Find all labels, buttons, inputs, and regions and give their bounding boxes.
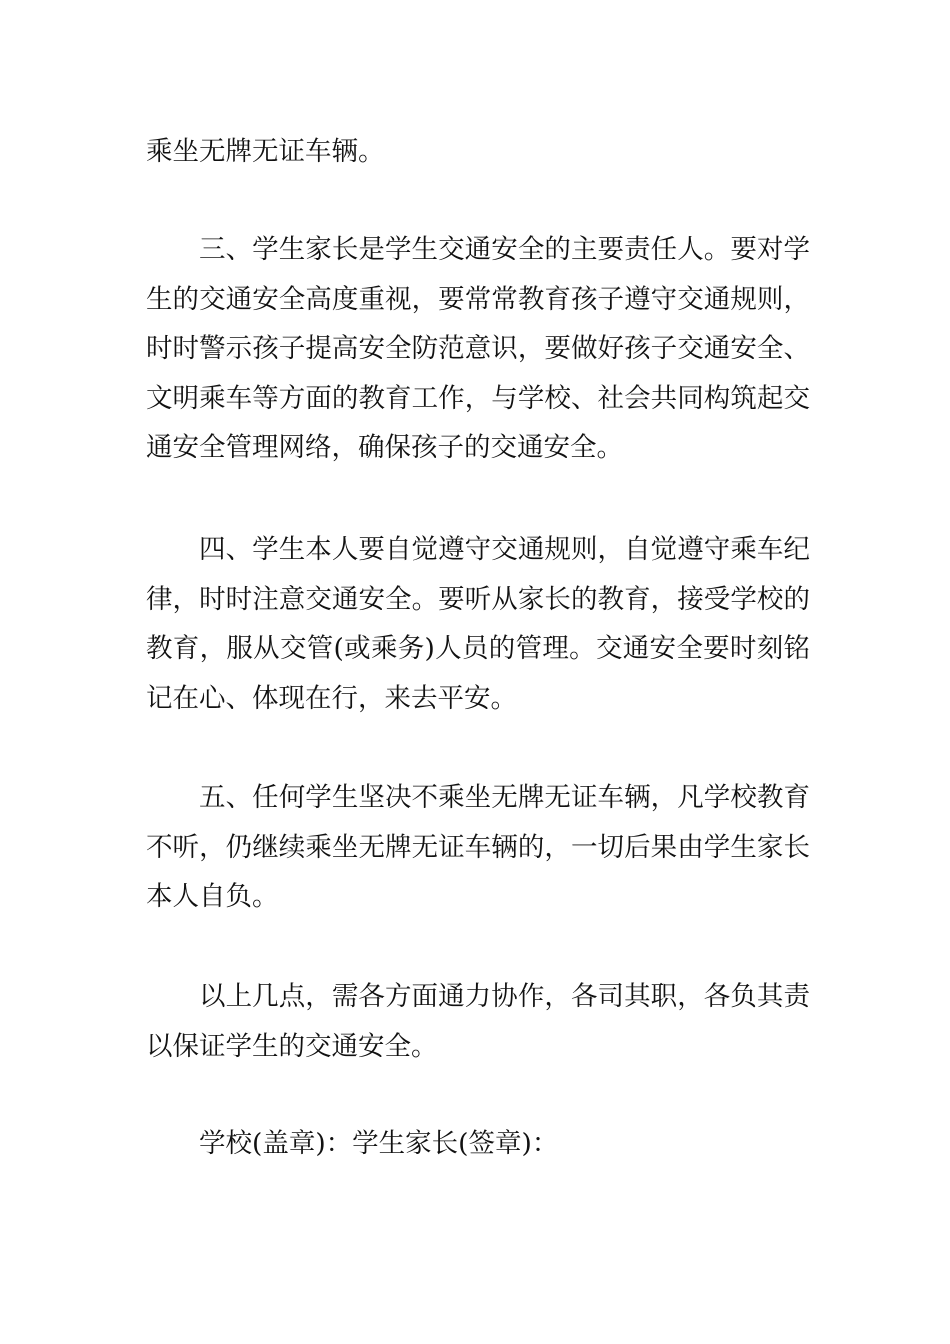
paragraph-parent-responsibility: 三、学生家长是学生交通安全的主要责任人。要对学生的交通安全高度重视，要常常教育孩子遵守交通规则，时时警示孩子提高安全防范意识，要做好孩子交通安全、文明乘车等方面的教育工作，与学校、社会共同构筑起交通安全管理网络，确保孩子的交通安全。 <box>146 234 810 463</box>
paragraph-unlicensed-vehicles: 五、任何学生坚决不乘坐无牌无证车辆，凡学校教育不听，仍继续乘坐无牌无证车辆的，一切后果由学生家长本人自负。 <box>146 782 810 912</box>
paragraph-student-responsibility: 四、学生本人要自觉遵守交通规则，自觉遵守乘车纪律，时时注意交通安全。要听从家长的教育，接受学校的教育，服从交管(或乘务)人员的管理。交通安全要时刻铭记在心、体现在行，来去平安。 <box>146 534 810 714</box>
signature-line: 学校(盖章)：学生家长(签章)： <box>199 1128 559 1159</box>
paragraph-continuation: 乘坐无牌无证车辆。 <box>146 136 385 167</box>
paragraph-conclusion: 以上几点，需各方面通力协作，各司其职，各负其责以保证学生的交通安全。 <box>146 981 810 1062</box>
